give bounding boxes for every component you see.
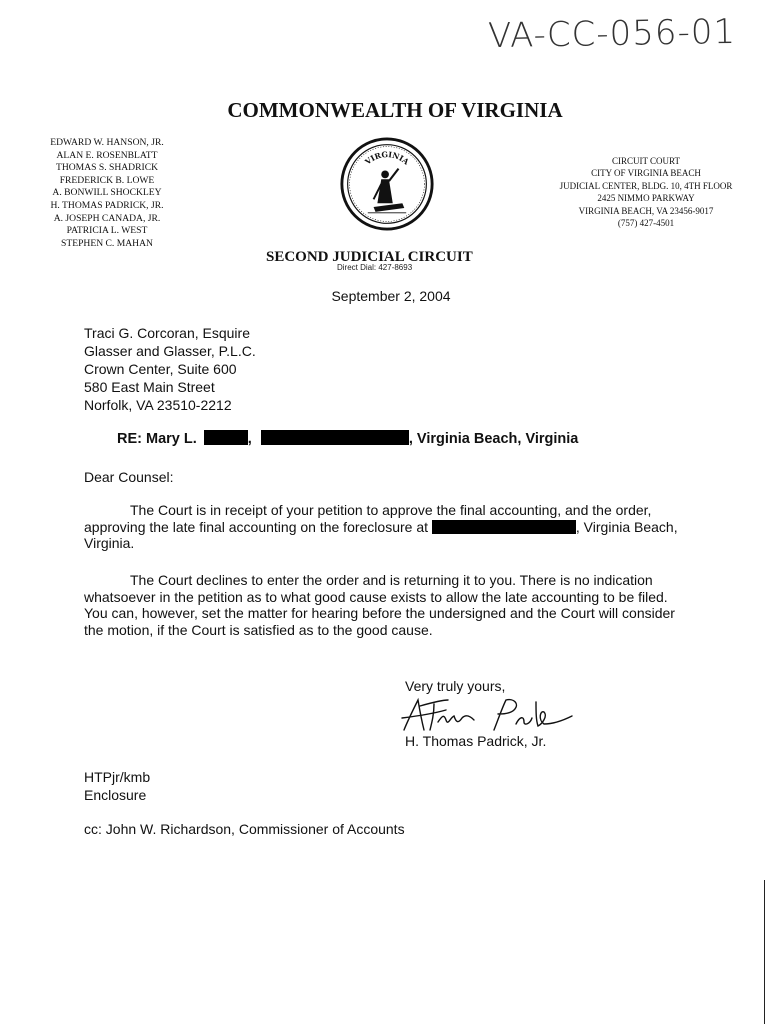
judges-list	[22, 137, 192, 250]
virginia-seal-icon	[339, 136, 435, 232]
signature-icon	[398, 694, 578, 736]
redaction-bar	[261, 430, 409, 445]
address-line: CIRCUIT COURT	[611, 156, 681, 166]
address-line: 2425 NIMMO PARKWAY	[597, 193, 695, 204]
seal-text: VIRGINIA	[363, 149, 411, 167]
enclosure-note: Enclosure	[84, 787, 147, 803]
judge-name: THOMAS S. SHADRICK	[55, 162, 159, 174]
salutation: Dear Counsel:	[84, 469, 174, 485]
judge-name: A. JOSEPH CANADA, JR.	[53, 212, 161, 224]
typist-initials: HTPjr/kmb	[84, 769, 151, 785]
re-line	[117, 430, 578, 447]
judge-name: STEPHEN C. MAHAN	[61, 237, 153, 249]
judge-name: FREDERICK B. LOWE	[59, 174, 155, 186]
addressee-line: 580 East Main Street	[84, 379, 215, 395]
redaction-bar	[432, 520, 576, 534]
address-line: (757) 427-4501	[617, 218, 675, 229]
addressee-line: Crown Center, Suite 600	[84, 361, 237, 377]
address-line: JUDICIAL CENTER, BLDG. 10, 4TH FLOOR	[559, 180, 733, 191]
direct-dial: Direct Dial: 427-8693	[337, 263, 413, 272]
circuit-name: SECOND JUDICIAL CIRCUIT	[266, 249, 473, 265]
address-line: CITY OF VIRGINIA BEACH	[591, 168, 701, 179]
letter-date: September 2, 2004	[331, 288, 451, 304]
signer-name: H. Thomas Padrick, Jr.	[405, 733, 547, 749]
redaction-bar	[204, 430, 248, 445]
reference-initials	[84, 768, 150, 804]
judge-name: H. THOMAS PADRICK, JR.	[50, 199, 164, 211]
paragraph-text: The Court declines to enter the order and is returning it to you. There is no indication whatsoever in the petition as to what good cause exists to allow the late accounting to be filed. You can, however, set the matter for hearing before the undersigned and the Court will consider the motion, if the Court is satisfied as to the good cause.	[84, 572, 675, 638]
judge-name: EDWARD W. HANSON, JR.	[50, 137, 164, 148]
body-paragraph-2	[84, 572, 684, 638]
addressee-line: Norfolk, VA 23510-2212	[84, 397, 232, 413]
cc-line: cc: John W. Richardson, Commissioner of Accounts	[84, 821, 405, 837]
judge-name: A. BONWILL SHOCKLEY	[52, 187, 162, 199]
body-paragraph-1	[84, 502, 684, 552]
court-address	[540, 155, 752, 229]
closing: Very truly yours,	[405, 678, 506, 694]
address-line: VIRGINIA BEACH, VA 23456-9017	[578, 205, 714, 216]
addressee-line: Traci G. Corcoran, Esquire	[84, 325, 250, 341]
addressee-block	[84, 324, 256, 414]
paragraph-text: The Court is in receipt of your petition to approve the final accounting, and the order, approving the late final accounting on the foreclosure at	[84, 502, 652, 535]
scan-edge-line	[764, 880, 765, 1024]
paragraph-text: , Virginia Beach, Virginia.	[84, 518, 678, 551]
re-suffix: , Virginia Beach, Virginia	[408, 431, 579, 447]
letterhead-title: COMMONWEALTH OF VIRGINIA	[227, 98, 563, 122]
re-comma: ,	[247, 431, 252, 447]
handwritten-document-id: VA-CC-056-01	[487, 11, 737, 57]
judge-name: ALAN E. ROSENBLATT	[56, 149, 158, 161]
judge-name: PATRICIA L. WEST	[66, 225, 148, 237]
re-prefix: RE: Mary L.	[117, 431, 197, 447]
addressee-line: Glasser and Glasser, P.L.C.	[84, 343, 256, 359]
